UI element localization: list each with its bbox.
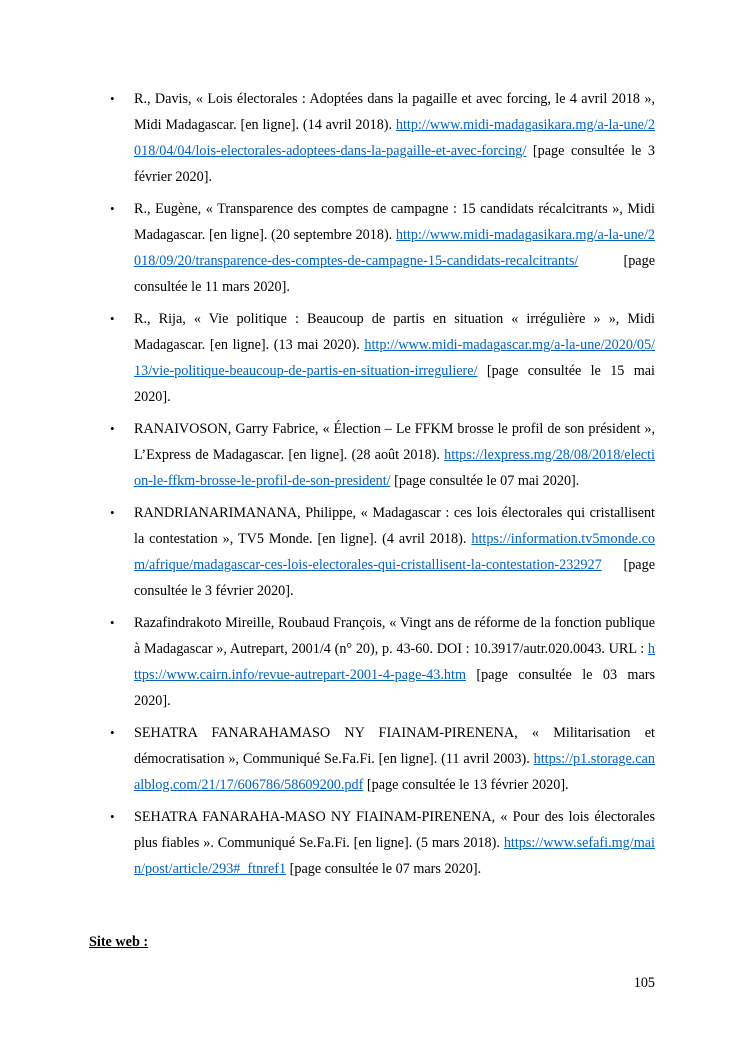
reference-link[interactable]: https://p1.storage.canalblog.com/21/17/606786/58609200.pdf: [134, 751, 655, 793]
reference-item: [89, 720, 655, 798]
reference-item: [89, 500, 655, 604]
reference-consulted: [page consultée le 15 mai 2020].: [134, 363, 655, 405]
reference-item: [89, 416, 655, 494]
reference-link[interactable]: https://www.cairn.info/revue-autrepart-2001-4-page-43.htm: [134, 641, 655, 683]
reference-text: R., Davis, « Lois électorales : Adoptées dans la pagaille et avec forcing, le 4 avril 2018 », Midi Madagascar. [en ligne]. (14 avril 2018).: [134, 91, 655, 133]
reference-consulted: [page consultée le 07 mai 2020].: [390, 473, 580, 489]
reference-item: [89, 86, 655, 190]
reference-link[interactable]: http://www.midi-madagasikara.mg/a-la-une/2018/04/04/lois-electorales-adoptees-dans-la-pagaille-et-avec-forcing/: [134, 117, 655, 159]
reference-link[interactable]: https://information.tv5monde.com/afrique/madagascar-ces-lois-electorales-qui-cristallisent-la-contestation-232927: [134, 531, 655, 573]
reference-text: Razafindrakoto Mireille, Roubaud François, « Vingt ans de réforme de la fonction publique à Madagascar », Autrepart, 2001/4 (n° 20), p. 43-60. DOI : 10.3917/autr.020.0043. URL :: [134, 615, 655, 657]
reference-text: SEHATRA FANARAHA-MASO NY FIAINAM-PIRENENA, « Pour des lois électorales plus fiables ». Communiqué Se.Fa.Fi. [en ligne]. (5 mars 2018).: [134, 809, 655, 851]
reference-consulted: [page consultée le 11 mars 2020].: [134, 253, 655, 295]
reference-consulted: [page consultée le 13 février 2020].: [363, 777, 569, 793]
bullet-icon: •: [110, 421, 115, 436]
reference-consulted: [page consultée le 3 février 2020].: [134, 557, 655, 599]
reference-text: RANDRIANARIMANANA, Philippe, « Madagascar : ces lois électorales qui cristallisent la contestation », TV5 Monde. [en ligne]. (4 avril 2018).: [134, 505, 655, 547]
bullet-icon: •: [110, 201, 115, 216]
reference-link[interactable]: https://www.sefafi.mg/main/post/article/293#_ftnref1: [134, 835, 655, 877]
reference-text: R., Rija, « Vie politique : Beaucoup de partis en situation « irrégulière » », Midi Madagascar. [en ligne]. (13 mai 2020).: [134, 311, 655, 353]
reference-text: RANAIVOSON, Garry Fabrice, « Élection – Le FFKM brosse le profil de son président », L’Express de Madagascar. [en ligne]. (28 août 2018).: [134, 421, 655, 463]
bullet-icon: •: [110, 505, 115, 520]
section-heading: Site web :: [89, 934, 149, 950]
bullet-icon: •: [110, 809, 115, 824]
bullet-icon: •: [110, 615, 115, 630]
bullet-icon: •: [110, 725, 115, 740]
bullet-icon: •: [110, 91, 115, 106]
page-number: 105: [633, 975, 655, 991]
reference-consulted: [page consultée le 3 février 2020].: [134, 143, 655, 185]
reference-link[interactable]: http://www.midi-madagascar.mg/a-la-une/2020/05/13/vie-politique-beaucoup-de-partis-en-situation-irreguliere/: [134, 337, 655, 379]
bullet-icon: •: [110, 311, 115, 326]
reference-link[interactable]: https://lexpress.mg/28/08/2018/election-le-ffkm-brosse-le-profil-de-son-president/: [134, 447, 655, 489]
reference-text: SEHATRA FANARAHAMASO NY FIAINAM-PIRENENA, « Militarisation et démocratisation », Communiqué Se.Fa.Fi. [en ligne]. (11 avril 2003).: [134, 725, 655, 767]
reference-link[interactable]: http://www.midi-madagasikara.mg/a-la-une/2018/09/20/transparence-des-comptes-de-campagne-15-candidats-recalcitrants/: [134, 227, 655, 269]
reference-consulted: [page consultée le 03 mars 2020].: [134, 667, 655, 709]
reference-item: [89, 804, 655, 882]
reference-item: [89, 610, 655, 714]
reference-item: [89, 196, 655, 300]
reference-consulted: [page consultée le 07 mars 2020].: [286, 861, 482, 877]
reference-item: [89, 306, 655, 410]
bibliography-list: [89, 86, 655, 888]
reference-text: R., Eugène, « Transparence des comptes de campagne : 15 candidats récalcitrants », Midi Madagascar. [en ligne]. (20 septembre 2018).: [134, 201, 655, 243]
